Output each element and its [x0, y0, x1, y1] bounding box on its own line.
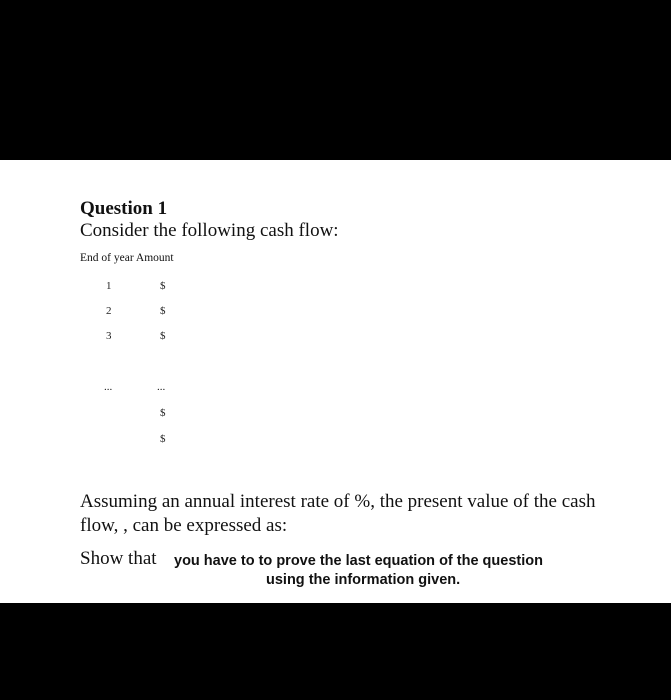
instruction-note: [174, 552, 574, 590]
table-year-cell: 1: [106, 280, 112, 292]
question-title: Question 1: [80, 198, 168, 219]
table-year-cell: 3: [106, 330, 112, 342]
instruction-note-line2: using the information given.: [266, 572, 461, 588]
table-header: End of year Amount: [80, 252, 174, 264]
instruction-note-line1: you have to to prove the last equation of the question: [174, 553, 543, 569]
table-amount-cell: $: [160, 433, 166, 445]
show-that-label: Show that: [80, 548, 157, 569]
assumption-text: Assuming an annual interest rate of %, the present value of the cash flow, , can be expressed as:: [80, 491, 596, 536]
table-year-cell: 2: [106, 305, 112, 317]
table-year-cell: ...: [104, 381, 113, 393]
table-amount-cell: $: [160, 280, 166, 292]
question-page: [0, 160, 671, 603]
table-amount-cell: $: [160, 330, 166, 342]
table-amount-cell: $: [160, 407, 166, 419]
table-amount-cell: ...: [157, 381, 166, 393]
table-amount-cell: $: [160, 305, 166, 317]
question-intro: Consider the following cash flow:: [80, 220, 339, 241]
